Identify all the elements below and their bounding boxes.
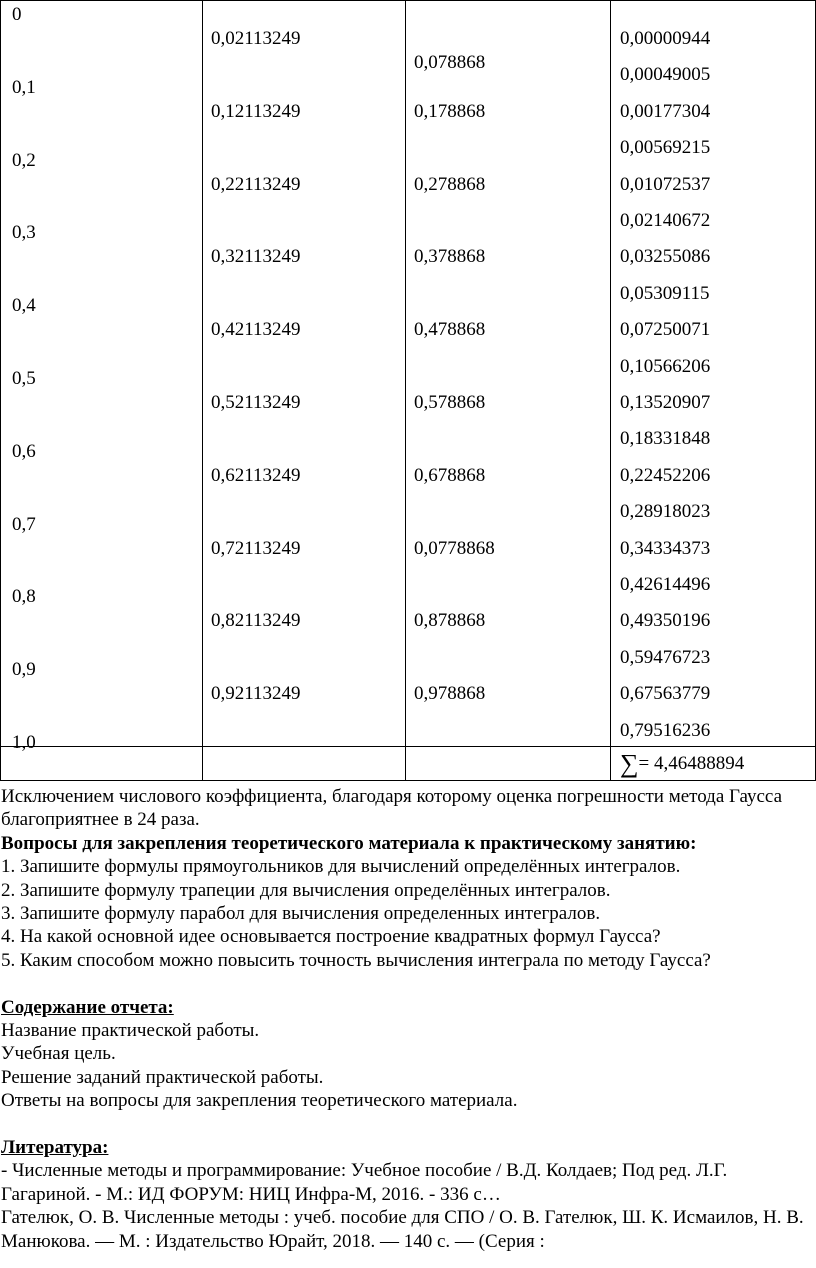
questions-heading: Вопросы для закрепления теоретического материала к практическому занятию: xyxy=(1,832,697,854)
sum-value: = 4,46488894 xyxy=(638,753,745,774)
table-cell-col4: 0,02140672 xyxy=(620,210,711,231)
report-item: Название практической работы. xyxy=(1,1020,260,1042)
question-item: 5. Каким способом можно повысить точность вычисления интеграла по методу Гаусса? xyxy=(1,949,711,971)
table-cell-col4: 0,67563779 xyxy=(620,683,711,705)
table-cell-col4: 0,00569215 xyxy=(620,137,711,159)
table-cell-col3: 0,078868 xyxy=(414,52,486,73)
table-cell-col3: 0,478868 xyxy=(414,319,486,341)
table-cell-col2: 0,02113249 xyxy=(211,28,301,49)
report-item: Ответы на вопросы для закрепления теоретического материала. xyxy=(1,1090,518,1112)
table-cell-col4: 0,00000944 xyxy=(620,28,711,49)
literature-item: Гателюк, О. В. Численные методы : учеб. пособие для СПО / О. В. Гателюк, Ш. К. Исмаилов, Н. В. Манюкова. — М. : Издательство Юрайт, 2018. — 140 с. — (Серия : xyxy=(1,1207,804,1252)
question-item: 2. Запишите формулу трапеции для вычисления определённых интегралов. xyxy=(1,879,611,901)
table-cell-col4: 0,79516236 xyxy=(620,719,711,741)
sum-cell xyxy=(620,749,745,778)
spacer xyxy=(1,1113,815,1136)
table-cell-col3: 0,978868 xyxy=(414,683,486,705)
table-cell-col4: 0,18331848 xyxy=(620,428,711,450)
table-cell-x: 0,3 xyxy=(12,222,36,244)
table-cell-x: 0 xyxy=(12,4,22,25)
report-heading: Содержание отчета: xyxy=(1,996,174,1018)
table-cell-col4: 0,34334373 xyxy=(620,537,711,559)
table-cell-col3: 0,178868 xyxy=(414,100,486,122)
sum-symbol: ∑ xyxy=(620,749,639,778)
table-cell-col4: 0,49350196 xyxy=(620,610,711,632)
table-cell-col4: 0,10566206 xyxy=(620,355,711,377)
table-cell-col2: 0,92113249 xyxy=(211,683,301,705)
table-cell-col4: 0,22452206 xyxy=(620,464,711,486)
table-cell-col2: 0,82113249 xyxy=(211,610,301,632)
table-row-divider xyxy=(0,746,816,747)
literature-item: - Численные методы и программирование: Учебное пособие / В.Д. Колдаев; Под ред. Л.Г. Гагариной. - М.: ИД ФОРУМ: НИЦ Инфра-М, 2016. - 336 с… xyxy=(1,1160,728,1205)
table-cell-col3: 0,0778868 xyxy=(414,537,495,559)
table-border-top xyxy=(0,0,816,1)
table-cell-x: 0,7 xyxy=(12,513,36,535)
table-cell-col2: 0,22113249 xyxy=(211,173,301,195)
table-divider-3 xyxy=(610,0,611,781)
report-item: Учебная цель. xyxy=(1,1043,116,1065)
table-cell-x: 0,9 xyxy=(12,659,36,681)
table-cell-x: 0,6 xyxy=(12,440,36,462)
table-cell-col4: 0,01072537 xyxy=(620,173,711,195)
table-cell-col3: 0,378868 xyxy=(414,246,486,268)
table-cell-col4: 0,05309115 xyxy=(620,282,710,304)
literature-heading: Литература: xyxy=(1,1137,109,1159)
table-cell-col2: 0,72113249 xyxy=(211,537,301,559)
table-divider-2 xyxy=(405,0,406,781)
table-cell-col3: 0,578868 xyxy=(414,392,486,413)
table-cell-col3: 0,678868 xyxy=(414,464,486,486)
report-item: Решение заданий практической работы. xyxy=(1,1066,324,1088)
table-border-bottom xyxy=(0,780,816,781)
table-cell-col4: 0,00177304 xyxy=(620,100,711,122)
question-item: 4. На какой основной идее основывается построение квадратных формул Гаусса? xyxy=(1,926,661,948)
table-cell-col2: 0,52113249 xyxy=(211,392,301,413)
table-cell-col2: 0,12113249 xyxy=(211,100,301,122)
table-cell-x: 0,1 xyxy=(12,76,36,98)
table-cell-col2: 0,42113249 xyxy=(211,319,301,341)
table-cell-col3: 0,278868 xyxy=(414,173,486,195)
table-cell-x: 0,5 xyxy=(12,368,36,389)
table-cell-x: 1,0 xyxy=(12,732,36,753)
table-cell-col4: 0,03255086 xyxy=(620,246,711,268)
question-item: 3. Запишите формулу парабол для вычисления определенных интегралов. xyxy=(1,903,601,925)
table-cell-x: 0,4 xyxy=(12,295,36,317)
spacer xyxy=(1,972,815,995)
table-cell-x: 0,8 xyxy=(12,586,36,608)
table-cell-x: 0,2 xyxy=(12,149,36,171)
table-cell-col2: 0,62113249 xyxy=(211,464,301,486)
table-cell-col4: 0,13520907 xyxy=(620,392,711,413)
table-cell-col2: 0,32113249 xyxy=(211,246,301,268)
table-cell-col4: 0,42614496 xyxy=(620,574,711,595)
table-divider-1 xyxy=(202,0,203,781)
table-border-left xyxy=(0,0,1,781)
table-cell-col3: 0,878868 xyxy=(414,610,486,632)
table-cell-col4: 0,59476723 xyxy=(620,646,711,668)
document-text xyxy=(1,785,815,1253)
question-item: 1. Запишите формулы прямоугольников для вычислений определённых интегралов. xyxy=(1,856,681,878)
conclusion-paragraph: Исключением числового коэффициента, благодаря которому оценка погрешности метода Гаусса благоприятнее в 24 раза. xyxy=(1,786,783,831)
table-cell-col4: 0,28918023 xyxy=(620,501,711,523)
table-cell-col4: 0,00049005 xyxy=(620,64,711,86)
table-cell-col4: 0,07250071 xyxy=(620,319,711,341)
